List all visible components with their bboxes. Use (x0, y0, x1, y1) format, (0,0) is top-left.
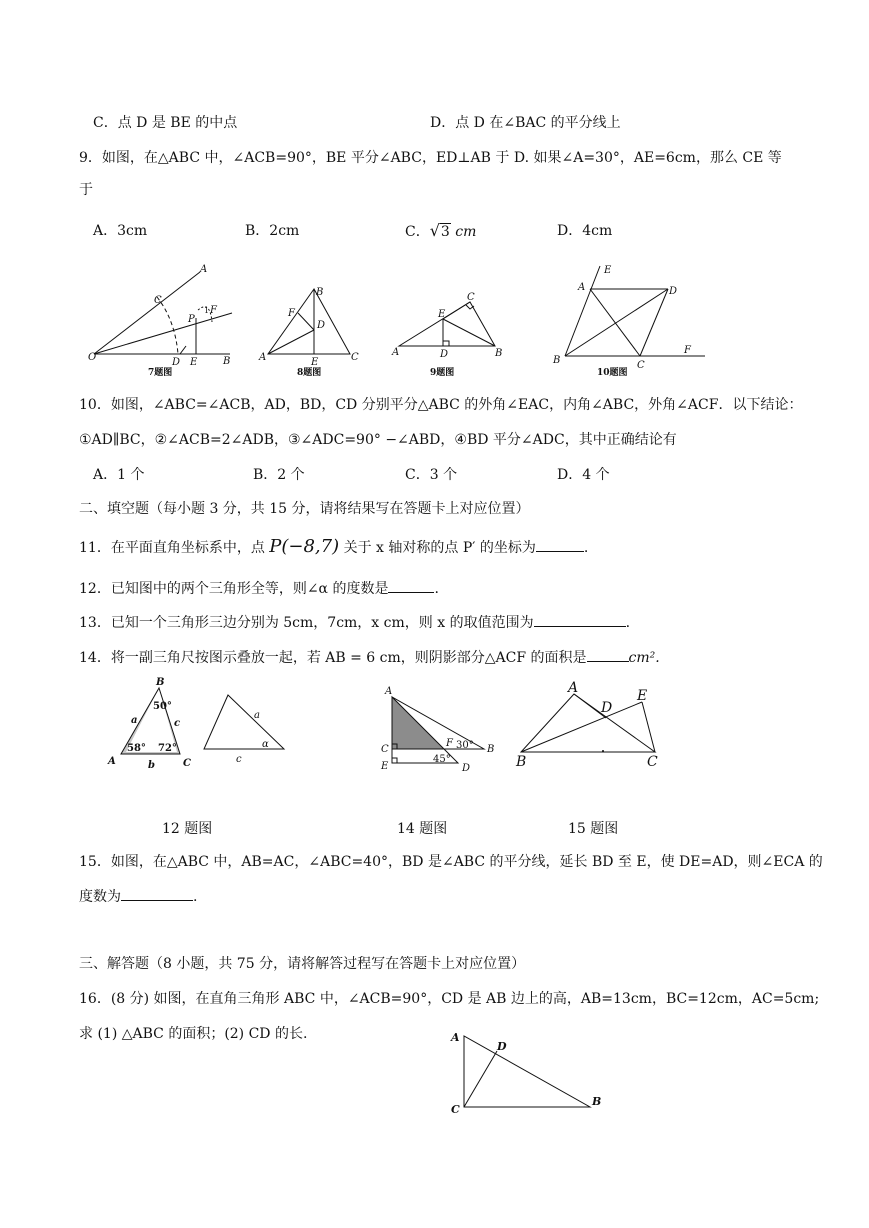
q15-text-line1: 15．如图，在△ABC 中，AB=AC，∠ABC=40°，BD 是∠ABC 的平分线，延长 BD 至 E，使 DE=AD，则∠ECA 的 (79, 854, 823, 870)
q9-option-a: A．3cm (93, 223, 148, 239)
fig14-angle-45: 45° (433, 754, 451, 765)
fig14-label-e: E (381, 761, 389, 772)
q13-prefix: 13．已知一个三角形三边分别为 5cm，7cm，x cm，则 x 的取值范围为 (79, 615, 534, 631)
fig15-caption: 15 题图 (568, 821, 619, 837)
fig15-label-a: A (568, 680, 579, 696)
fig10-label-b: B (553, 355, 561, 366)
q9-option-c-unit: cm (450, 224, 477, 240)
q11-point: P(−8,7) (269, 536, 340, 557)
fig7-label-b: B (223, 356, 231, 367)
fig10-label-c: C (637, 360, 645, 371)
q11-suffix: . (583, 540, 589, 556)
fig14-label-a: A (385, 686, 393, 697)
q10-option-a: A．1 个 (93, 467, 145, 483)
fig14-label-c: C (381, 744, 389, 755)
fig15-label-d: D (601, 700, 613, 716)
q10-option-b: B．2 个 (253, 467, 305, 483)
fig7-label-o: O (88, 352, 97, 363)
q12-prefix: 12．已知图中的两个三角形全等，则∠α 的度数是 (79, 581, 389, 597)
fig16-label-b: B (592, 1095, 602, 1108)
q14-prefix: 14．将一副三角尺按图示叠放一起，若 AB = 6 cm，则阴影部分△ACF 的面积是 (79, 650, 587, 666)
fig14-angle-30: 30° (456, 740, 474, 751)
q9-option-c: C．√3 cm (405, 221, 477, 240)
q9-text-line1: 9．如图，在△ABC 中，∠ACB=90°，BE 平分∠ABC，ED⊥AB 于 D. 如果∠A=30°，AE=6cm，那么 CE 等 (79, 150, 782, 166)
fig8-label-e: E (311, 357, 319, 368)
q16-text-line1: 16．(8 分) 如图，在直角三角形 ABC 中，∠ACB=90°，CD 是 AB 边上的高，AB=13cm，BC=12cm，AC=5cm; (79, 991, 820, 1007)
fig12-label-c: C (183, 758, 191, 769)
fig12-right-label-alpha: α (262, 739, 269, 750)
fig7-label-1: 1 (204, 306, 210, 315)
q13-suffix: . (625, 615, 631, 631)
fig9-label-a: A (392, 347, 400, 358)
fig9-label-e: E (438, 309, 446, 320)
fig12-angle-72: 72° (158, 743, 177, 754)
fig8-label-f: F (288, 308, 295, 319)
fig15-label-e: E (637, 688, 648, 704)
fig12-label-c-side: c (174, 718, 181, 729)
fig12-caption: 12 题图 (162, 821, 213, 837)
fig10-caption: 10题图 (597, 368, 628, 378)
fig12-right-label-c: c (236, 754, 242, 765)
fig7-label-d: D (172, 357, 181, 368)
fig9-label-b: B (495, 348, 503, 359)
q12-suffix: . (434, 581, 439, 597)
fig15-label-b: B (516, 754, 527, 770)
q9-option-c-prefix: C． (405, 224, 430, 240)
q10-text-line1: 10．如图，∠ABC=∠ACB，AD，BD，CD 分别平分△ABC 的外角∠EAC，内角∠ABC，外角∠ACF．以下结论： (79, 397, 803, 413)
fig7-label-p: P (188, 314, 195, 325)
fig14-caption: 14 题图 (397, 821, 448, 837)
fig9-label-d: D (440, 349, 449, 360)
fig8-caption: 8题图 (297, 368, 322, 378)
fig12-right-label-a: a (254, 710, 260, 721)
q9-option-d: D．4cm (557, 223, 613, 239)
fig10-label-e: E (604, 265, 612, 276)
q11-middle: 关于 x 轴对称的点 P′ 的坐标为 (339, 540, 536, 556)
q16-text-line2: 求 (1) △ABC 的面积；(2) CD 的长. (79, 1026, 308, 1042)
q9-option-c-radicand: 3 (440, 224, 450, 240)
section2-heading: 二、填空题（每小题 3 分，共 15 分，请将结果写在答题卡上对应位置） (79, 501, 530, 517)
fig8-label-d: D (317, 320, 326, 331)
q10-text-line2: ①AD∥BC，②∠ACB=2∠ADB，③∠ADC=90° −∠ABD，④BD 平分∠ADC，其中正确结论有 (79, 432, 677, 448)
section3-heading: 三、解答题（8 小题，共 75 分，请将解答过程写在答题卡上对应位置） (79, 956, 526, 972)
fig9-label-c: C (467, 292, 475, 303)
fig12-label-a-side: a (131, 715, 138, 726)
fig7-caption: 7题图 (148, 368, 173, 378)
fig7-label-e: E (190, 357, 198, 368)
fig12-label-a: A (108, 756, 116, 767)
fig16-label-a: A (451, 1031, 460, 1044)
fig12-label-b-side: b (148, 760, 155, 771)
fig14-label-f: F (446, 738, 453, 749)
fig8-label-a: A (259, 352, 267, 363)
fig16-label-d: D (497, 1040, 507, 1053)
fig8-label-b: B (316, 287, 324, 298)
q8-option-c: C．点 D 是 BE 的中点 (93, 115, 238, 131)
q9-text-line2: 于 (79, 182, 93, 198)
q11-prefix: 11．在平面直角坐标系中，点 (79, 540, 270, 556)
fig12-label-b: B (156, 677, 165, 688)
fig7-label-f: F (210, 305, 217, 316)
fig9-caption: 9题图 (430, 368, 455, 378)
fig10-label-a: A (578, 282, 586, 293)
q10-option-d: D．4 个 (557, 467, 610, 483)
fig12-angle-50: 50° (153, 701, 172, 712)
fig16-label-c: C (451, 1103, 460, 1116)
fig15-label-c: C (647, 754, 658, 770)
q8-option-d: D．点 D 在∠BAC 的平分线上 (430, 115, 621, 131)
fig10-label-f: F (684, 345, 691, 356)
q9-option-b: B．2cm (245, 223, 300, 239)
fig8-label-c: C (351, 352, 359, 363)
q15-prefix: 度数为 (79, 889, 121, 905)
fig7-label-c: C (154, 295, 162, 306)
fig12-angle-58: 58° (127, 743, 146, 754)
q15-suffix: . (193, 889, 198, 905)
fig14-label-d: D (462, 763, 471, 774)
fig10-label-d: D (669, 286, 678, 297)
fig14-label-b: B (487, 744, 495, 755)
q10-option-c: C．3 个 (405, 467, 458, 483)
fig7-label-a: A (200, 264, 208, 275)
q14-suffix: cm². (628, 650, 660, 666)
